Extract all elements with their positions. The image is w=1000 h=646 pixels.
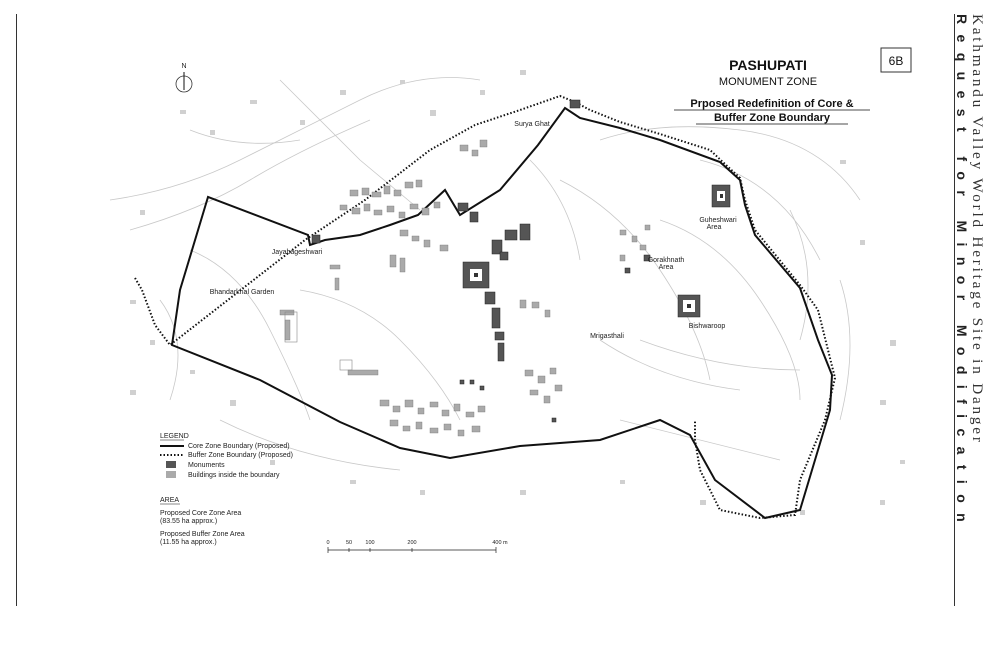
map-badge: 6B (888, 54, 904, 68)
legend-swatch-monuments (166, 461, 176, 468)
label-gorakhnath: Gorakhnath (647, 257, 685, 264)
label-guheshwari-area: Area (706, 224, 722, 231)
label-mrigasthali: Mrigasthali (590, 333, 624, 340)
map-heading-line1: Prposed Redefinition of Core & (690, 98, 854, 110)
scale-tick-0: 0 (326, 540, 330, 546)
legend-item-monuments: Monuments (188, 462, 225, 469)
legend-heading: LEGEND (160, 433, 189, 440)
area-heading: AREA (160, 497, 180, 504)
garden-features (285, 312, 352, 370)
legend-item-buffer: Buffer Zone Boundary (Proposed) (188, 452, 293, 459)
area-core-value: (83.55 ha approx.) (160, 518, 218, 525)
area-buffer-label: Proposed Buffer Zone Area (160, 531, 245, 538)
scale-bar (328, 547, 496, 553)
monument-inner-marks (470, 191, 725, 312)
north-arrow-icon (176, 72, 192, 92)
label-jayabageshwari: Jayabageshwari (271, 249, 323, 256)
label-bhandarkhal-garden: Bhandarkhal Garden (209, 289, 275, 296)
scale-tick-400: 400 m (492, 540, 508, 546)
legend-swatch-buildings (166, 471, 176, 478)
area-core-label: Proposed Core Zone Area (160, 510, 242, 517)
north-label: N (181, 63, 187, 70)
left-margin-rule (16, 14, 17, 606)
side-title-request: Request for Minor Modification (954, 14, 970, 533)
scale-tick-200: 200 (407, 540, 417, 546)
pashupati-map (100, 40, 950, 600)
map-title: PASHUPATI (729, 57, 807, 73)
label-bishwaroop: Bishwaroop (688, 323, 726, 330)
area-buffer-value: (11.55 ha approx.) (160, 539, 217, 546)
legend-item-buildings: Buildings inside the boundary (188, 472, 280, 479)
legend-item-core: Core Zone Boundary (Proposed) (188, 443, 290, 450)
map-figure (100, 40, 950, 600)
scale-tick-50: 50 (345, 540, 353, 546)
label-gorakhnath-area: Area (658, 264, 674, 271)
label-surya-ghat: Surya Ghat (514, 121, 550, 128)
map-heading-line2: Buffer Zone Boundary (713, 112, 831, 124)
scale-tick-100: 100 (365, 540, 375, 546)
side-title-site: Kathmandu Valley World Heritage Site in Danger (969, 14, 986, 445)
label-guheshwari: Guheshwari (699, 217, 737, 224)
monument-cores (474, 194, 723, 308)
map-subtitle: MONUMENT ZONE (718, 76, 818, 88)
